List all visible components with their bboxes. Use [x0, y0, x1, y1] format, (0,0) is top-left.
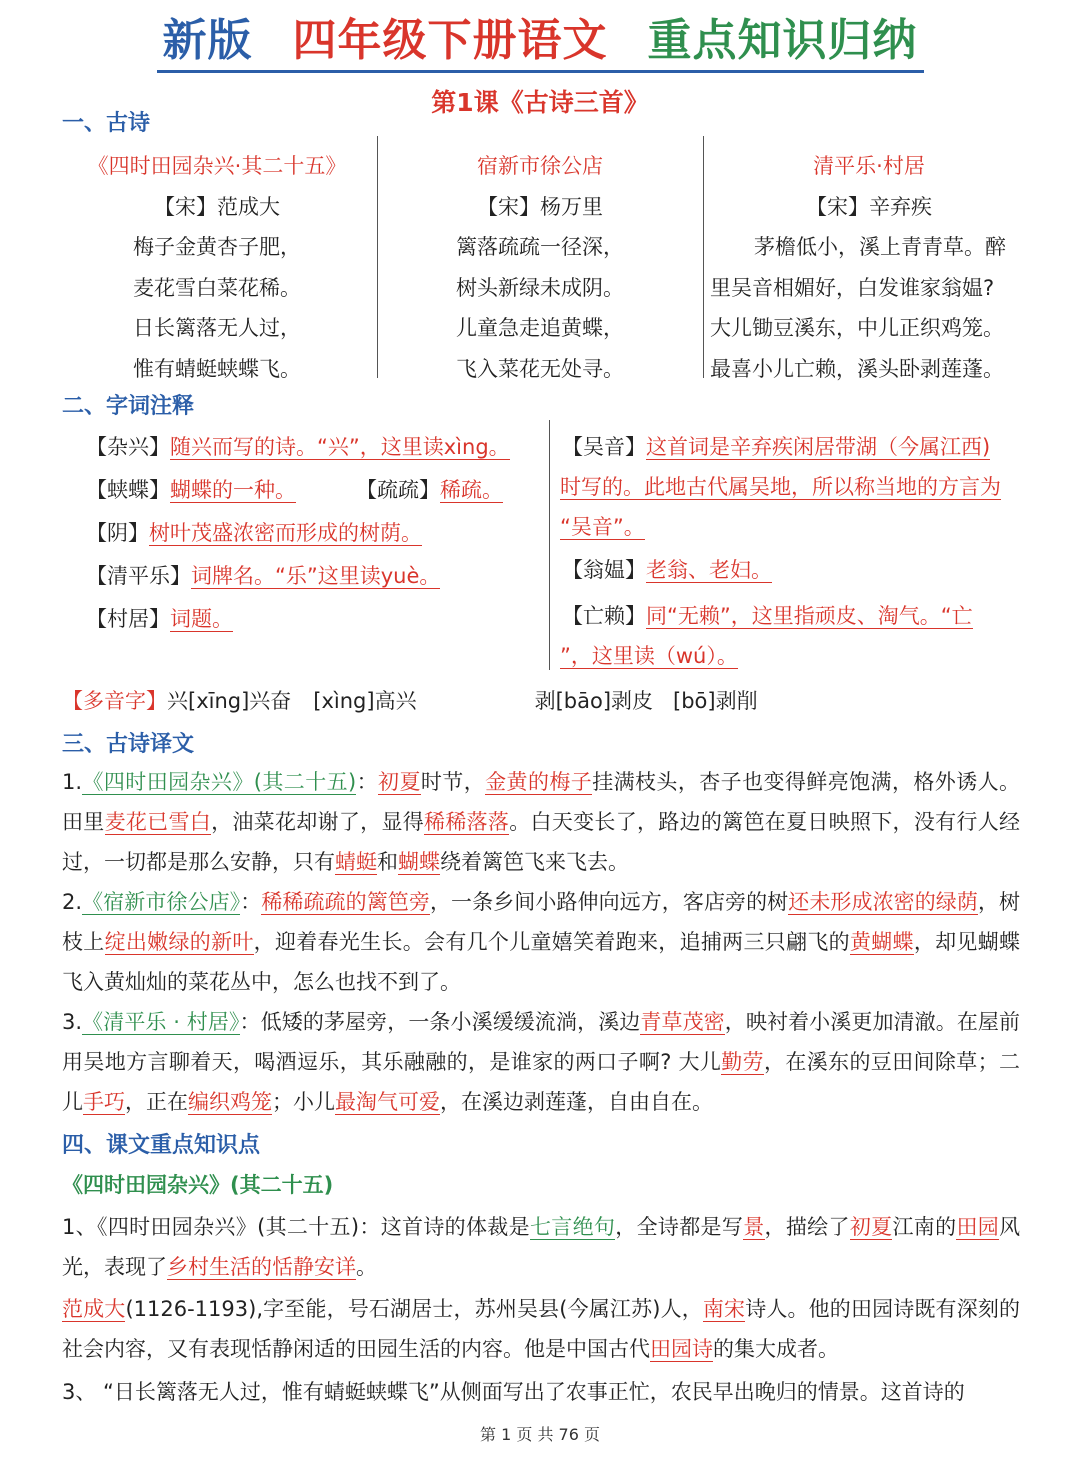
- note-definition: 老翁、老妇。: [646, 558, 772, 582]
- punct: ：: [240, 890, 262, 914]
- body-text: 低矮的茅屋旁，一条小溪缓缓流淌，溪边: [260, 1010, 641, 1034]
- page-footer: 第 1 页 共 76 页: [480, 1425, 600, 1444]
- polyphone-row: [62, 686, 758, 716]
- note-term: 【蛱蝶】: [86, 478, 170, 502]
- item-number: 3.: [62, 1010, 83, 1034]
- poem-divider: [377, 136, 378, 378]
- item-number: 1.: [62, 770, 83, 794]
- note-term: 【阴】: [86, 521, 149, 545]
- highlight: 金黄的梅子: [485, 770, 593, 794]
- body-text: 的集大成者。: [713, 1337, 839, 1361]
- section-word-notes: 二、字词注释: [62, 394, 195, 419]
- body-text: ，在溪边剥莲蓬，自由自在。: [440, 1090, 713, 1114]
- poem-3-line: 里吴音相媚好，白发谁家翁媪?: [710, 275, 995, 300]
- highlight: 乡村生活的恬静安详: [167, 1255, 356, 1279]
- highlight: 勤劳: [721, 1050, 764, 1074]
- highlight: 蝴蝶: [398, 850, 440, 874]
- highlight: 最淘气可爱: [335, 1090, 440, 1114]
- note-wulai: [562, 601, 973, 631]
- punct: ：: [239, 1010, 261, 1034]
- poem-title-link: 《四时田园杂兴》(其二十五): [82, 770, 357, 794]
- poem-3-line: 茅檐低小，溪上青青草。醉: [754, 235, 1006, 259]
- poem-2-line: 树头新绿未成阴。: [456, 275, 624, 300]
- body-text: 时节，: [420, 770, 486, 794]
- highlight: 景: [743, 1215, 765, 1239]
- poem-2-title: 宿新市徐公店: [477, 154, 603, 178]
- poem-1-title: 《四时田园杂兴·其二十五》: [87, 154, 347, 178]
- translation-3: [62, 1002, 1020, 1122]
- highlight: 七言绝句: [529, 1215, 616, 1239]
- body-text: 1、《四时田园杂兴》(其二十五)：这首诗的体裁是: [62, 1215, 530, 1239]
- title-summary: 重点知识归纳: [647, 15, 918, 66]
- body-text: ，却见蝴蝶飞入黄灿灿的菜花丛中，怎么也找不到了。: [62, 930, 1021, 994]
- key-point-3: [62, 1372, 1020, 1412]
- polyphone-item: [xìng]高兴: [313, 689, 417, 713]
- poem-1-line: 惟有蜻蜓蛱蝶飞。: [133, 356, 301, 381]
- poem-3-line: 大儿锄豆溪东，中儿正织鸡笼。: [710, 316, 1004, 340]
- note-definition: 随兴而写的诗。“兴”，这里读xìng。: [170, 435, 510, 459]
- polyphone-item: 兴[xīng]兴奋: [167, 689, 292, 713]
- highlight: 蜻蜓: [335, 850, 377, 874]
- body-text: 江南的: [892, 1215, 957, 1239]
- highlight: 黄蝴蝶: [849, 930, 914, 954]
- note-definition: 词题。: [170, 607, 233, 631]
- highlight: 青草茂密: [640, 1010, 725, 1034]
- poem-3-line: 最喜小儿亡赖，溪头卧剥莲蓬。: [710, 356, 1004, 381]
- key-point-2: [62, 1289, 1020, 1369]
- poem-title-link: 《宿新市徐公店》: [82, 890, 241, 914]
- body-text: 诗人。他的田园诗既有深刻的社会内容，又有表现恬静闲适的田园生活的内容。他是中国古代: [62, 1297, 1021, 1361]
- poem-1-author: 【宋】范成大: [154, 194, 280, 219]
- note-wulai-cont: [560, 641, 738, 671]
- body-text: ，一条乡间小路伸向远方，客店旁的树: [429, 890, 789, 914]
- body-text: 风光，表现了: [62, 1215, 1021, 1279]
- notes-divider: [549, 420, 550, 670]
- note-term: 【村居】: [86, 607, 170, 631]
- poem-1-line: 日长篱落无人过，: [133, 316, 301, 340]
- highlight: 还未形成浓密的绿荫: [788, 890, 978, 914]
- note-yin: [86, 518, 422, 548]
- body-text: ，在溪东的豆田间除草；二儿: [62, 1050, 1021, 1114]
- key-point-1: [62, 1207, 1020, 1287]
- note-definition: 时写的。此地古代属吴地，所以称当地的方言为: [560, 475, 1001, 499]
- note-zaxing: [86, 432, 510, 462]
- main-title: [157, 4, 924, 73]
- note-wuyin-cont: [560, 472, 1001, 502]
- highlight: 麦花已雪白: [104, 810, 212, 834]
- note-definition: 树叶茂盛浓密而形成的树荫。: [149, 521, 422, 545]
- poem-2-line: 儿童急走追黄蝶，: [456, 316, 624, 340]
- polyphone-label: 【多音字】: [62, 689, 167, 713]
- body-text: ，正在: [125, 1090, 188, 1114]
- section-translations: 三、古诗译文: [62, 732, 195, 757]
- poem-2-line: 篱落疏疏一径深，: [456, 235, 624, 259]
- poem-divider: [703, 136, 704, 378]
- translation-1: [62, 762, 1020, 882]
- highlight: 范成大: [62, 1297, 126, 1321]
- body-text: ，描绘了: [764, 1215, 850, 1239]
- body-text: ；小儿: [272, 1090, 335, 1114]
- highlight: 手巧: [83, 1090, 125, 1114]
- poem-1-line: 梅子金黄杏子肥，: [133, 235, 301, 259]
- body-text: 3、 “日长篱落无人过，惟有蜻蜓蛱蝶飞”从侧面写出了农事正忙，农民早出晚归的情景。这首诗的: [62, 1380, 965, 1404]
- body-text: ，油菜花却谢了，显得: [211, 810, 425, 834]
- highlight: 初夏: [378, 770, 421, 794]
- poem-2-author: 【宋】杨万里: [477, 194, 603, 219]
- highlight: 初夏: [849, 1215, 893, 1239]
- note-jiadie: [86, 475, 296, 505]
- lesson-title: 第1课《古诗三首》: [431, 88, 649, 117]
- body-text: 和: [377, 850, 398, 874]
- body-text: 挂满枝头，杏子也变得鲜亮饱满，格外诱人。田里: [62, 770, 1021, 834]
- note-definition: 稀疏。: [440, 478, 503, 502]
- poem-3-title: 清平乐·村居: [813, 154, 925, 178]
- note-definition: ”，这里读（wú）。: [560, 644, 738, 668]
- note-cunju: [86, 604, 233, 634]
- section-key-points: 四、课文重点知识点: [62, 1133, 261, 1158]
- body-text: ，迎着春光生长。会有几个儿童嬉笑着跑来，追捕两三只翩飞的: [253, 930, 850, 954]
- polyphone-item: 剥[bāo]剥皮: [534, 689, 654, 713]
- item-number: 2.: [62, 890, 83, 914]
- poem-3: [710, 146, 1028, 389]
- note-shushu: [356, 475, 503, 505]
- poem-2-line: 飞入菜花无处寻。: [456, 356, 624, 381]
- note-definition: 同“无赖”，这里指顽皮、淘气。“亡: [646, 604, 973, 628]
- section-ancient-poems: 一、古诗: [62, 111, 151, 136]
- body-text: 。: [356, 1255, 377, 1279]
- key-points-subtitle: 《四时田园杂兴》(其二十五): [62, 1173, 334, 1197]
- body-text: ，树枝上: [62, 890, 1021, 954]
- note-term: 【杂兴】: [86, 435, 170, 459]
- body-text: ，映衬着小溪更加清澈。在屋前用吴地方言聊着天，喝酒逗乐，其乐融融的，是谁家的两口子啊? 大儿: [62, 1010, 1021, 1074]
- note-qingpingyue: [86, 561, 440, 591]
- highlight: 稀稀疏疏的篱笆旁: [261, 890, 430, 914]
- note-term: 【疏疏】: [356, 478, 440, 502]
- highlight: 田园诗: [650, 1337, 713, 1361]
- body-text: ，全诗都是写: [615, 1215, 744, 1239]
- page-header: [0, 4, 1080, 119]
- note-definition: 词牌名。“乐”这里读yuè。: [191, 564, 441, 588]
- highlight: 南宋: [702, 1297, 746, 1321]
- punct: ：: [356, 770, 379, 794]
- highlight: 编织鸡笼: [188, 1090, 272, 1114]
- highlight: 稀稀落落: [424, 810, 510, 834]
- translation-2: [62, 882, 1020, 1002]
- note-wuyin: [562, 432, 990, 462]
- polyphone-item: [bō]剥削: [673, 689, 758, 713]
- note-definition: 蝴蝶的一种。: [170, 478, 296, 502]
- note-definition: 这首词是辛弃疾闲居带湖（今属江西): [646, 435, 991, 459]
- highlight: 绽出嫩绿的新叶: [104, 930, 254, 954]
- note-term: 【翁媪】: [562, 558, 646, 582]
- poem-1: [62, 146, 372, 389]
- title-edition: 新版: [162, 15, 253, 66]
- note-definition: “吴音”。: [560, 515, 645, 539]
- note-term: 【清平乐】: [86, 564, 191, 588]
- note-term: 【亡赖】: [562, 604, 646, 628]
- poem-1-line: 麦花雪白菜花稀。: [133, 275, 301, 300]
- poem-title-link: 《清平乐 · 村居》: [82, 1010, 240, 1034]
- body-text: (1126-1193),字至能，号石湖居士，苏州吴县(今属江苏)人，: [125, 1297, 703, 1321]
- note-wuyin-cont: [560, 512, 645, 542]
- poem-2: [385, 146, 695, 389]
- body-text: 绕着篱笆飞来飞去。: [440, 850, 629, 874]
- highlight: 田园: [956, 1215, 1000, 1239]
- title-grade: 四年级下册语文: [292, 15, 608, 66]
- body-text: 。白天变长了，路边的篱笆在夏日映照下，没有行人经过，一切都是那么安静，只有: [62, 810, 1021, 874]
- note-term: 【吴音】: [562, 435, 646, 459]
- poem-3-author: 【宋】辛弃疾: [806, 194, 932, 219]
- note-wengao: [562, 555, 772, 585]
